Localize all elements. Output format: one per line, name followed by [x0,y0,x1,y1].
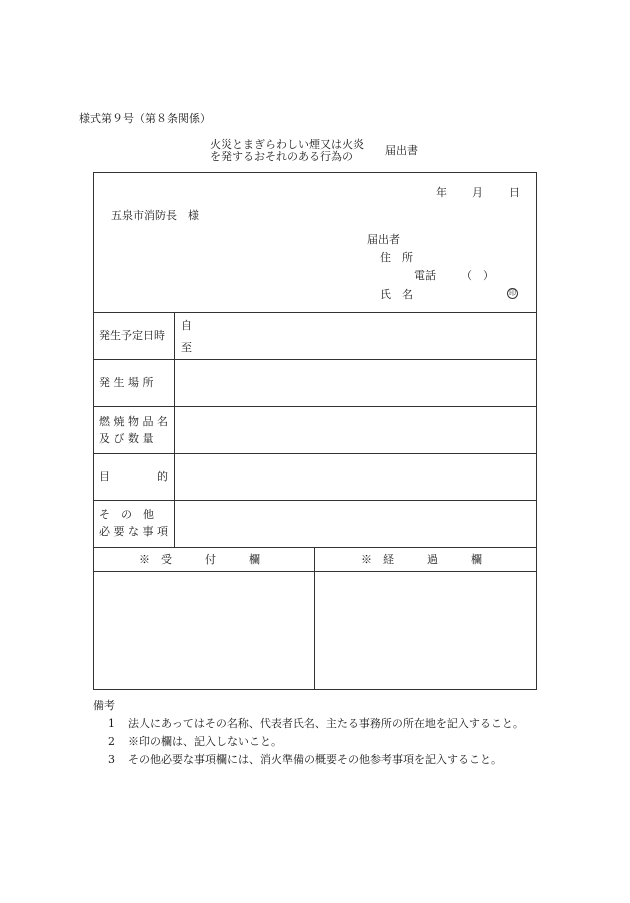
phone-label: 電話 [414,269,436,282]
label-column-divider [174,312,175,547]
row-divider [93,571,537,572]
phone-parens: （ ） [461,269,494,282]
purpose-label-left: 目 [99,470,110,483]
applicant-label: 届出者 [367,233,400,246]
items-label-line-1: 燃 焼 物 品 名 [99,415,168,428]
other-label-line-2: 必 要 な 事 項 [99,525,168,538]
row-divider [93,359,537,360]
seal-icon: 印 [509,289,516,297]
row-divider [93,453,537,454]
purpose-label-right: 的 [157,470,168,483]
reception-column-header: ※ 受 付 欄 [139,553,260,566]
to-label: 至 [181,341,192,354]
name-label: 氏 名 [380,288,413,301]
form-title-suffix: 届出書 [385,144,418,157]
other-label-line-1: そ の 他 [99,508,154,521]
location-label: 発 生 場 所 [99,376,154,389]
note-text: 法人にあってはその名称、代表者氏名、主たる事務所の所在地を記入すること。 [128,717,524,730]
note-number: 1 [108,717,115,730]
note-number: 2 [108,735,115,748]
notes-heading: 備考 [93,699,115,712]
form-box [93,172,537,690]
scheduled-datetime-label: 発生予定日時 [99,329,165,342]
note-text: ※印の欄は、記入しないこと。 [128,735,282,748]
date-year-label: 年 [436,186,447,199]
form-number: 様式第９号（第８条関係） [79,112,211,125]
from-label: 自 [181,319,192,332]
note-text: その他必要な事項欄には、消火準備の概要その他参考事項を記入すること。 [128,753,502,766]
footer-column-divider [314,547,315,690]
row-divider [93,547,537,548]
row-divider [93,406,537,407]
addressee: 五泉市消防長 様 [111,209,199,222]
progress-column-header: ※ 経 過 欄 [361,553,482,566]
date-month-label: 月 [472,186,483,199]
row-divider [93,312,537,313]
row-divider [93,500,537,501]
date-day-label: 日 [509,186,520,199]
form-title-line-2: を発するおそれのある行為の [210,150,353,163]
note-number: 3 [108,753,115,766]
address-label: 住 所 [380,251,413,264]
form-title-line-1: 火災とまぎらわしい煙又は火炎 [210,138,364,151]
items-label-line-2: 及 び 数 量 [99,432,154,445]
